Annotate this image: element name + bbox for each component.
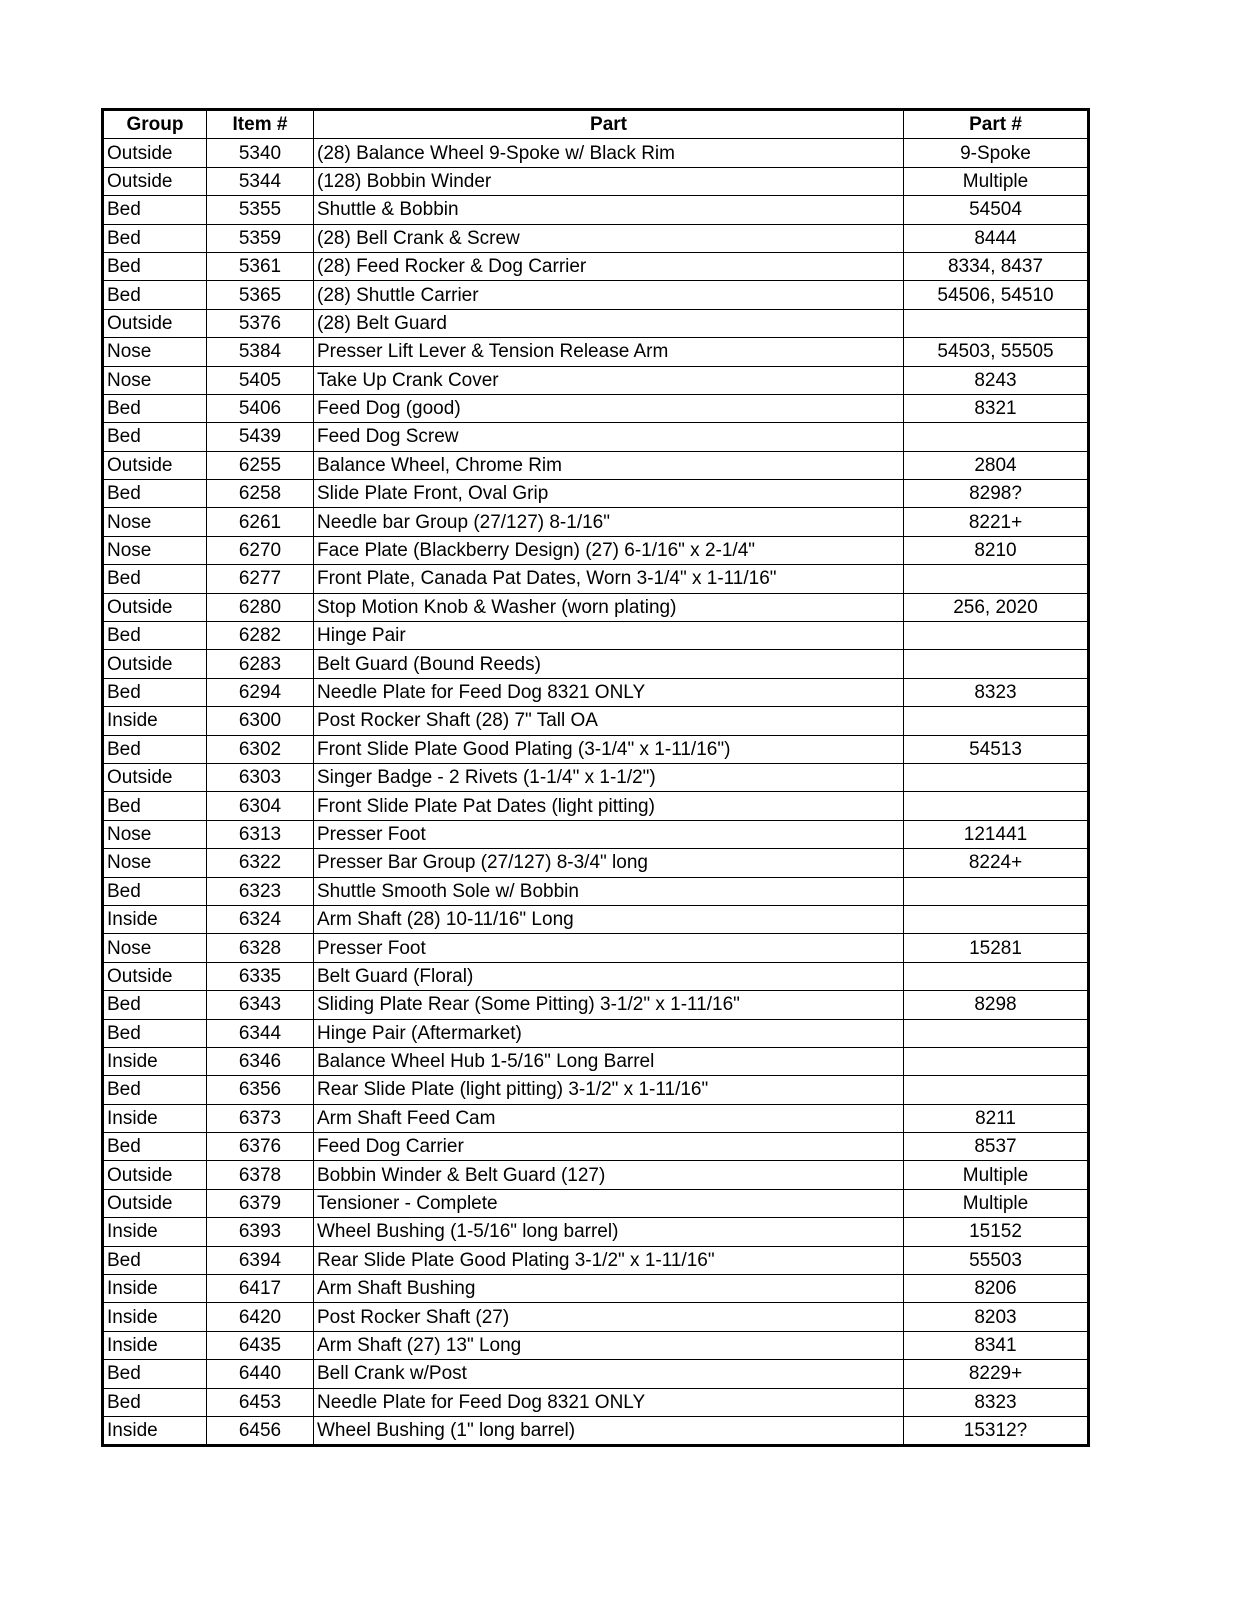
cell-group: Bed (103, 792, 207, 820)
cell-group: Bed (103, 423, 207, 451)
cell-item-number: 6280 (207, 593, 314, 621)
cell-group: Outside (103, 593, 207, 621)
cell-item-number: 6324 (207, 905, 314, 933)
cell-item-number: 6343 (207, 991, 314, 1019)
cell-part: Rear Slide Plate (light pitting) 3-1/2" x 1-11/16" (314, 1076, 904, 1104)
cell-part: Hinge Pair (Aftermarket) (314, 1019, 904, 1047)
cell-group: Inside (103, 707, 207, 735)
cell-part: Bell Crank w/Post (314, 1360, 904, 1388)
cell-part-number (904, 707, 1089, 735)
cell-group: Bed (103, 252, 207, 280)
cell-item-number: 6344 (207, 1019, 314, 1047)
cell-part: Belt Guard (Bound Reeds) (314, 650, 904, 678)
cell-part: (28) Shuttle Carrier (314, 281, 904, 309)
cell-part-number: 8323 (904, 678, 1089, 706)
cell-part-number (904, 309, 1089, 337)
cell-part-number: 8229+ (904, 1360, 1089, 1388)
cell-part: Front Slide Plate Good Plating (3-1/4" x 1-11/16") (314, 735, 904, 763)
cell-group: Bed (103, 622, 207, 650)
table-row (103, 1246, 1089, 1274)
table-row (103, 934, 1089, 962)
cell-part-number: 8298 (904, 991, 1089, 1019)
cell-part: Balance Wheel Hub 1-5/16" Long Barrel (314, 1047, 904, 1075)
table-row (103, 820, 1089, 848)
cell-part: (128) Bobbin Winder (314, 167, 904, 195)
table-row (103, 366, 1089, 394)
cell-group: Nose (103, 849, 207, 877)
cell-part: Needle Plate for Feed Dog 8321 ONLY (314, 678, 904, 706)
cell-item-number: 6435 (207, 1331, 314, 1359)
cell-item-number: 5439 (207, 423, 314, 451)
cell-item-number: 5361 (207, 252, 314, 280)
cell-part: Arm Shaft (28) 10-11/16" Long (314, 905, 904, 933)
cell-part: Front Slide Plate Pat Dates (light pitting) (314, 792, 904, 820)
cell-item-number: 5344 (207, 167, 314, 195)
cell-part-number: 8224+ (904, 849, 1089, 877)
table-row (103, 167, 1089, 195)
cell-item-number: 6261 (207, 508, 314, 536)
cell-part: (28) Balance Wheel 9-Spoke w/ Black Rim (314, 139, 904, 167)
cell-part-number (904, 565, 1089, 593)
cell-group: Outside (103, 167, 207, 195)
cell-group: Bed (103, 678, 207, 706)
table-row (103, 196, 1089, 224)
cell-part: Needle Plate for Feed Dog 8321 ONLY (314, 1388, 904, 1416)
cell-item-number: 6277 (207, 565, 314, 593)
cell-part-number: Multiple (904, 1189, 1089, 1217)
cell-group: Nose (103, 536, 207, 564)
cell-part-number: 8444 (904, 224, 1089, 252)
cell-part-number: 15281 (904, 934, 1089, 962)
table-row (103, 962, 1089, 990)
cell-part: Wheel Bushing (1-5/16" long barrel) (314, 1218, 904, 1246)
cell-item-number: 6376 (207, 1133, 314, 1161)
cell-item-number: 5355 (207, 196, 314, 224)
cell-item-number: 5405 (207, 366, 314, 394)
cell-part-number: 54506, 54510 (904, 281, 1089, 309)
table-row (103, 309, 1089, 337)
table-row (103, 394, 1089, 422)
cell-item-number: 6323 (207, 877, 314, 905)
cell-part: Presser Foot (314, 820, 904, 848)
cell-group: Bed (103, 735, 207, 763)
cell-group: Bed (103, 281, 207, 309)
cell-group: Bed (103, 1019, 207, 1047)
cell-group: Bed (103, 877, 207, 905)
cell-part: Front Plate, Canada Pat Dates, Worn 3-1/4" x 1-11/16" (314, 565, 904, 593)
cell-part-number: 8537 (904, 1133, 1089, 1161)
table-row (103, 1275, 1089, 1303)
cell-part: Post Rocker Shaft (27) (314, 1303, 904, 1331)
cell-part: Take Up Crank Cover (314, 366, 904, 394)
cell-part-number: 15152 (904, 1218, 1089, 1246)
cell-group: Outside (103, 763, 207, 791)
cell-group: Outside (103, 309, 207, 337)
cell-part: Tensioner - Complete (314, 1189, 904, 1217)
table-body (103, 139, 1089, 1446)
cell-part-number: 9-Spoke (904, 139, 1089, 167)
cell-part-number: 8206 (904, 1275, 1089, 1303)
cell-group: Outside (103, 139, 207, 167)
cell-item-number: 5340 (207, 139, 314, 167)
table-row (103, 735, 1089, 763)
cell-part-number (904, 763, 1089, 791)
cell-group: Bed (103, 196, 207, 224)
cell-item-number: 6302 (207, 735, 314, 763)
cell-group: Outside (103, 451, 207, 479)
cell-part: Rear Slide Plate Good Plating 3-1/2" x 1-11/16" (314, 1246, 904, 1274)
cell-item-number: 6300 (207, 707, 314, 735)
cell-group: Bed (103, 394, 207, 422)
table-row (103, 849, 1089, 877)
cell-part-number: 8341 (904, 1331, 1089, 1359)
cell-part-number: 8323 (904, 1388, 1089, 1416)
cell-part-number: Multiple (904, 167, 1089, 195)
cell-item-number: 6417 (207, 1275, 314, 1303)
cell-item-number: 5384 (207, 338, 314, 366)
cell-group: Inside (103, 905, 207, 933)
cell-part: Post Rocker Shaft (28) 7" Tall OA (314, 707, 904, 735)
table-row (103, 1388, 1089, 1416)
cell-part: Presser Bar Group (27/127) 8-3/4" long (314, 849, 904, 877)
cell-part: Needle bar Group (27/127) 8-1/16" (314, 508, 904, 536)
table-row (103, 991, 1089, 1019)
cell-part-number: 15312? (904, 1416, 1089, 1445)
cell-part: Hinge Pair (314, 622, 904, 650)
cell-part: Singer Badge - 2 Rivets (1-1/4" x 1-1/2") (314, 763, 904, 791)
table-row (103, 707, 1089, 735)
cell-part-number (904, 905, 1089, 933)
cell-part-number (904, 1047, 1089, 1075)
table-row (103, 565, 1089, 593)
cell-part: Arm Shaft Feed Cam (314, 1104, 904, 1132)
cell-item-number: 6294 (207, 678, 314, 706)
table-row (103, 1161, 1089, 1189)
cell-part: (28) Belt Guard (314, 309, 904, 337)
cell-group: Outside (103, 962, 207, 990)
cell-part-number: 54503, 55505 (904, 338, 1089, 366)
cell-item-number: 6420 (207, 1303, 314, 1331)
cell-part: Shuttle Smooth Sole w/ Bobbin (314, 877, 904, 905)
table-row (103, 1218, 1089, 1246)
table-row (103, 508, 1089, 536)
cell-part: Feed Dog Carrier (314, 1133, 904, 1161)
cell-item-number: 6379 (207, 1189, 314, 1217)
table-row (103, 480, 1089, 508)
cell-part-number: 54504 (904, 196, 1089, 224)
table-row (103, 1416, 1089, 1445)
cell-group: Bed (103, 1076, 207, 1104)
cell-item-number: 6456 (207, 1416, 314, 1445)
cell-group: Bed (103, 1360, 207, 1388)
cell-part-number (904, 650, 1089, 678)
cell-part-number: 121441 (904, 820, 1089, 848)
cell-part: Feed Dog (good) (314, 394, 904, 422)
cell-item-number: 6303 (207, 763, 314, 791)
table-row (103, 792, 1089, 820)
cell-group: Nose (103, 820, 207, 848)
cell-group: Inside (103, 1104, 207, 1132)
cell-item-number: 6335 (207, 962, 314, 990)
cell-part: (28) Feed Rocker & Dog Carrier (314, 252, 904, 280)
cell-group: Bed (103, 1388, 207, 1416)
cell-item-number: 6346 (207, 1047, 314, 1075)
table-row (103, 1019, 1089, 1047)
table-row (103, 224, 1089, 252)
table-row (103, 1047, 1089, 1075)
cell-group: Nose (103, 934, 207, 962)
cell-item-number: 5365 (207, 281, 314, 309)
table-row (103, 905, 1089, 933)
table-row (103, 877, 1089, 905)
cell-group: Inside (103, 1303, 207, 1331)
cell-part-number (904, 792, 1089, 820)
table-row (103, 252, 1089, 280)
table-row (103, 1104, 1089, 1132)
cell-part-number: 8221+ (904, 508, 1089, 536)
cell-part: Face Plate (Blackberry Design) (27) 6-1/16" x 2-1/4" (314, 536, 904, 564)
table-row (103, 1189, 1089, 1217)
cell-item-number: 6258 (207, 480, 314, 508)
cell-part: Feed Dog Screw (314, 423, 904, 451)
table-row (103, 593, 1089, 621)
cell-item-number: 6313 (207, 820, 314, 848)
cell-part: Arm Shaft Bushing (314, 1275, 904, 1303)
header-group: Group (103, 110, 207, 139)
cell-group: Outside (103, 1189, 207, 1217)
table-row (103, 622, 1089, 650)
cell-part-number: 8334, 8437 (904, 252, 1089, 280)
cell-group: Bed (103, 1246, 207, 1274)
header-part-number: Part # (904, 110, 1089, 139)
table-row (103, 1331, 1089, 1359)
cell-item-number: 6322 (207, 849, 314, 877)
cell-part: Shuttle & Bobbin (314, 196, 904, 224)
cell-group: Bed (103, 480, 207, 508)
cell-part-number (904, 1076, 1089, 1104)
table-row (103, 281, 1089, 309)
cell-part: Belt Guard (Floral) (314, 962, 904, 990)
cell-item-number: 6282 (207, 622, 314, 650)
cell-group: Nose (103, 338, 207, 366)
cell-group: Inside (103, 1416, 207, 1445)
cell-part-number: 8298? (904, 480, 1089, 508)
table-row (103, 536, 1089, 564)
table-row (103, 1076, 1089, 1104)
cell-item-number: 6270 (207, 536, 314, 564)
cell-group: Inside (103, 1218, 207, 1246)
cell-item-number: 6255 (207, 451, 314, 479)
table-row (103, 1360, 1089, 1388)
table-row (103, 650, 1089, 678)
cell-group: Inside (103, 1275, 207, 1303)
table-row (103, 139, 1089, 167)
cell-part-number: 2804 (904, 451, 1089, 479)
cell-part-number (904, 962, 1089, 990)
cell-group: Inside (103, 1047, 207, 1075)
cell-item-number: 6373 (207, 1104, 314, 1132)
table-row (103, 451, 1089, 479)
cell-part-number (904, 423, 1089, 451)
cell-group: Outside (103, 650, 207, 678)
parts-table (101, 108, 1090, 1447)
cell-group: Nose (103, 366, 207, 394)
cell-item-number: 6378 (207, 1161, 314, 1189)
cell-part: Wheel Bushing (1" long barrel) (314, 1416, 904, 1445)
cell-group: Bed (103, 565, 207, 593)
cell-part: (28) Bell Crank & Screw (314, 224, 904, 252)
cell-part: Presser Foot (314, 934, 904, 962)
table-row (103, 423, 1089, 451)
cell-group: Bed (103, 991, 207, 1019)
cell-part: Stop Motion Knob & Washer (worn plating) (314, 593, 904, 621)
cell-part: Balance Wheel, Chrome Rim (314, 451, 904, 479)
cell-part-number (904, 1019, 1089, 1047)
cell-part-number (904, 877, 1089, 905)
cell-part-number (904, 622, 1089, 650)
cell-item-number: 6304 (207, 792, 314, 820)
cell-part-number: Multiple (904, 1161, 1089, 1189)
cell-part: Arm Shaft (27) 13" Long (314, 1331, 904, 1359)
cell-part-number: 8211 (904, 1104, 1089, 1132)
header-item-number: Item # (207, 110, 314, 139)
cell-group: Bed (103, 1133, 207, 1161)
table-header-row (103, 110, 1089, 139)
cell-group: Bed (103, 224, 207, 252)
table-row (103, 1133, 1089, 1161)
cell-part-number: 54513 (904, 735, 1089, 763)
cell-item-number: 5376 (207, 309, 314, 337)
cell-item-number: 6440 (207, 1360, 314, 1388)
cell-part-number: 8203 (904, 1303, 1089, 1331)
cell-part-number: 256, 2020 (904, 593, 1089, 621)
table-row (103, 338, 1089, 366)
cell-part: Slide Plate Front, Oval Grip (314, 480, 904, 508)
cell-item-number: 5359 (207, 224, 314, 252)
cell-item-number: 6283 (207, 650, 314, 678)
cell-part-number: 55503 (904, 1246, 1089, 1274)
cell-item-number: 6356 (207, 1076, 314, 1104)
table-row (103, 1303, 1089, 1331)
header-part: Part (314, 110, 904, 139)
cell-group: Outside (103, 1161, 207, 1189)
cell-part: Presser Lift Lever & Tension Release Arm (314, 338, 904, 366)
cell-part: Sliding Plate Rear (Some Pitting) 3-1/2" x 1-11/16" (314, 991, 904, 1019)
cell-item-number: 6453 (207, 1388, 314, 1416)
cell-item-number: 5406 (207, 394, 314, 422)
cell-group: Nose (103, 508, 207, 536)
cell-item-number: 6393 (207, 1218, 314, 1246)
cell-item-number: 6328 (207, 934, 314, 962)
cell-part: Bobbin Winder & Belt Guard (127) (314, 1161, 904, 1189)
cell-part-number: 8210 (904, 536, 1089, 564)
cell-part-number: 8321 (904, 394, 1089, 422)
cell-part-number: 8243 (904, 366, 1089, 394)
cell-group: Inside (103, 1331, 207, 1359)
cell-item-number: 6394 (207, 1246, 314, 1274)
table-row (103, 763, 1089, 791)
table-row (103, 678, 1089, 706)
